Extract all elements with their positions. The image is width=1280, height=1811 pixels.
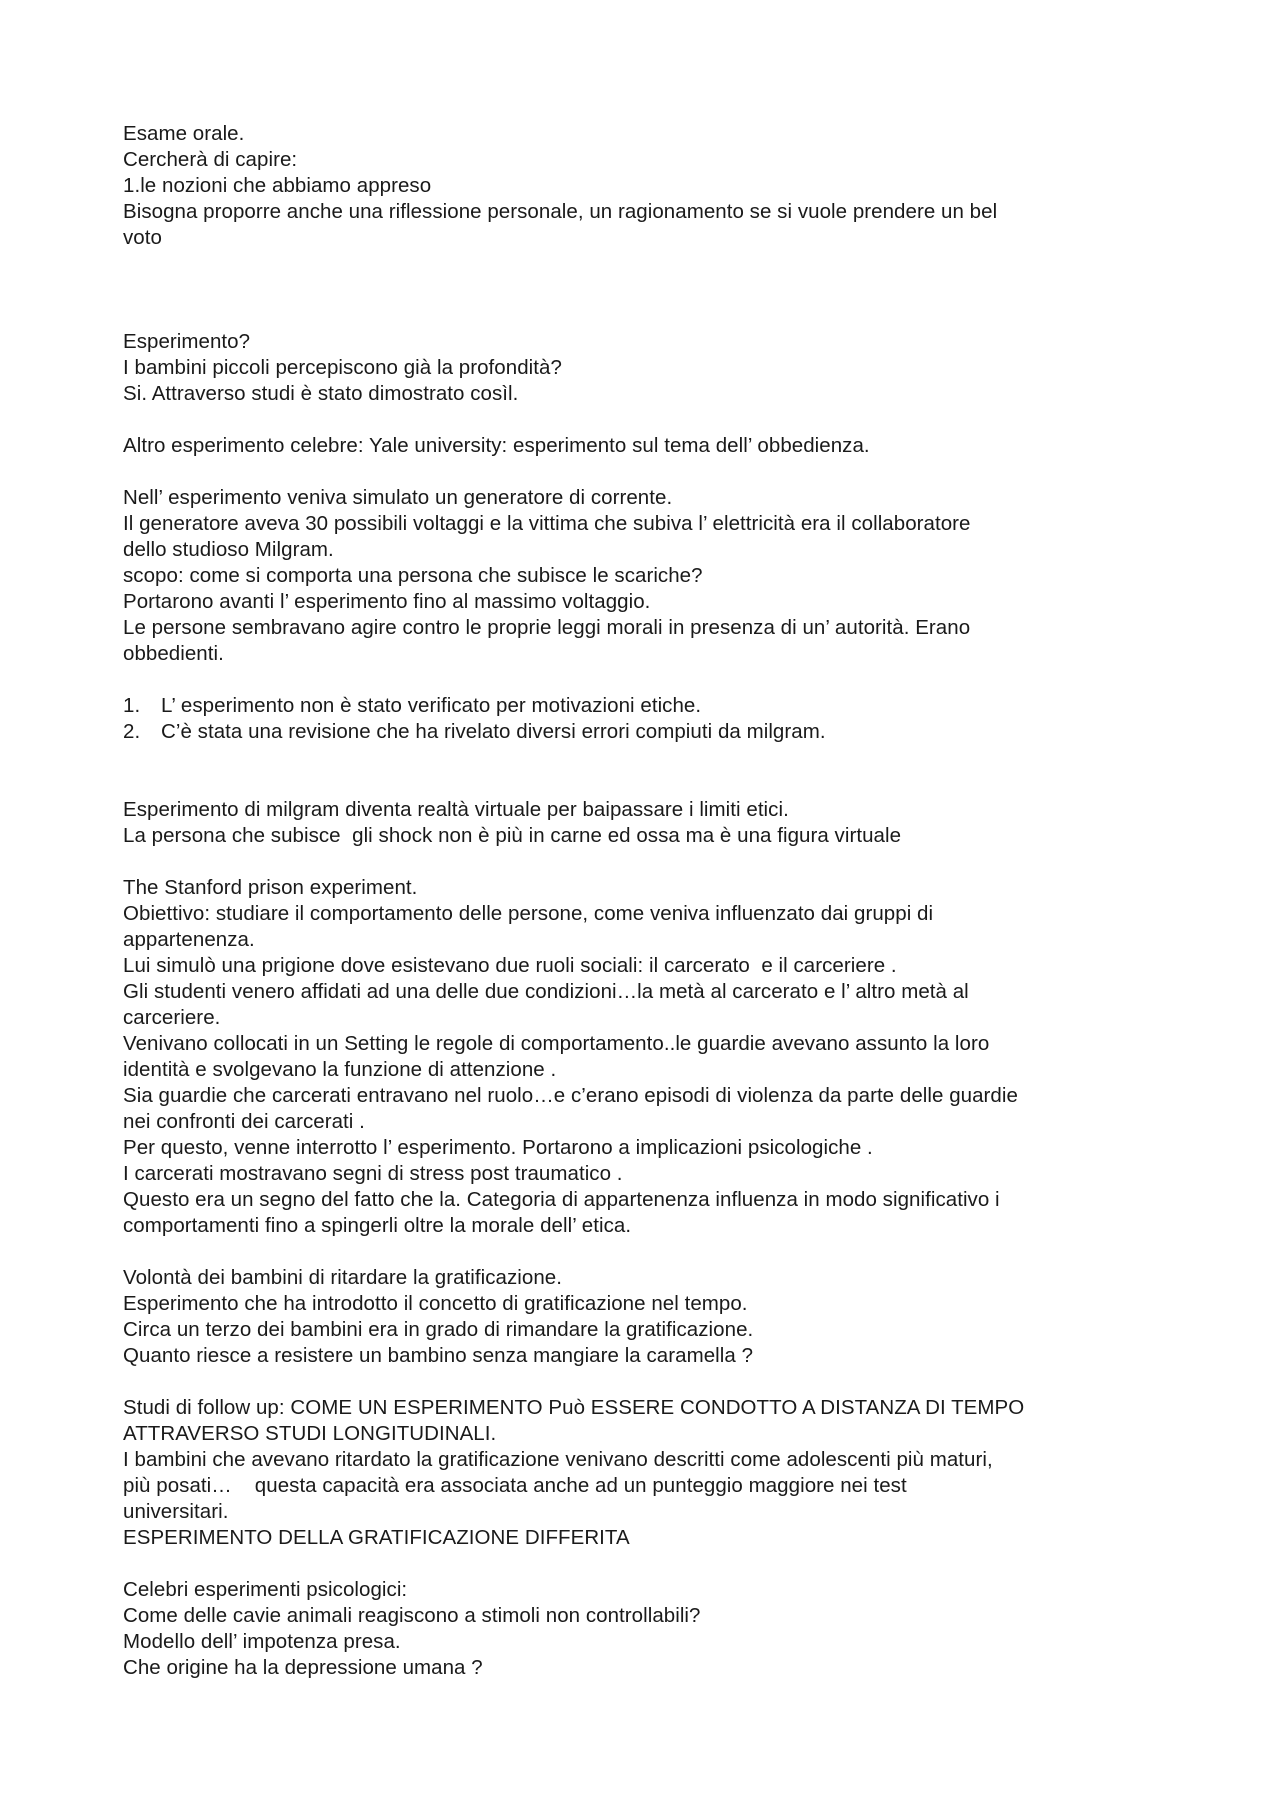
text-line: Come delle cavie animali reagiscono a stimoli non controllabili?	[123, 1604, 701, 1627]
spacer	[123, 251, 1183, 303]
text-line: dello studioso Milgram.	[123, 538, 334, 561]
text-line: Le persone sembravano agire contro le proprie leggi morali in presenza di un’ autorità. Erano	[123, 616, 971, 639]
spacer	[123, 1239, 1183, 1265]
text-line: Gli studenti venero affidati ad una delle due condizioni…la metà al carcerato e l’ altro metà al	[123, 980, 969, 1003]
paragraph-gratification	[123, 1265, 1183, 1369]
text-line: Quanto riesce a resistere un bambino senza mangiare la caramella ?	[123, 1344, 754, 1367]
text-line: comportamenti fino a spingerli oltre la morale dell’ etica.	[123, 1214, 632, 1237]
text-line: I bambini che avevano ritardato la gratificazione venivano descritti come adolescenti più maturi,	[123, 1448, 993, 1471]
spacer	[123, 1551, 1183, 1577]
text-line: Portarono avanti l’ esperimento fino al massimo voltaggio.	[123, 590, 651, 613]
text-line: nei confronti dei carcerati .	[123, 1110, 365, 1133]
text-line: Volontà dei bambini di ritardare la gratificazione.	[123, 1266, 562, 1289]
text-line: Venivano collocati in un Setting le regole di comportamento..le guardie avevano assunto la loro	[123, 1032, 990, 1055]
paragraph-virtual-reality	[123, 797, 1183, 849]
text-line: 1.le nozioni che abbiamo appreso	[123, 174, 432, 197]
text-line: Il generatore aveva 30 possibili voltaggi e la vittima che subiva l’ elettricità era il collaboratore	[123, 512, 971, 535]
text-line: Per questo, venne interrotto l’ esperimento. Portarono a implicazioni psicologiche .	[123, 1136, 873, 1159]
text-line: Si. Attraverso studi è stato dimostrato cosìl.	[123, 382, 519, 405]
text-line: obbedienti.	[123, 642, 224, 665]
list-item	[123, 719, 1183, 745]
paragraph-depth-perception	[123, 329, 1183, 407]
spacer	[123, 667, 1183, 693]
spacer	[123, 459, 1183, 485]
text-line: La persona che subisce gli shock non è più in carne ed ossa ma è una figura virtuale	[123, 824, 902, 847]
paragraph-exam-intro	[123, 121, 1183, 251]
text-line: Modello dell’ impotenza presa.	[123, 1630, 401, 1653]
text-line: Bisogna proporre anche una riflessione personale, un ragionamento se si vuole prendere un bel	[123, 200, 998, 223]
text-line: Celebri esperimenti psicologici:	[123, 1578, 408, 1601]
spacer	[123, 303, 1183, 329]
text-line: The Stanford prison experiment.	[123, 876, 418, 899]
text-line: appartenenza.	[123, 928, 255, 951]
text-line: Circa un terzo dei bambini era in grado di rimandare la gratificazione.	[123, 1318, 754, 1341]
text-line: I bambini piccoli percepiscono già la profondità?	[123, 356, 562, 379]
text-line: ESPERIMENTO DELLA GRATIFICAZIONE DIFFERITA	[123, 1526, 630, 1549]
text-line: Esame orale.	[123, 122, 245, 145]
spacer	[123, 1369, 1183, 1395]
text-line: I carcerati mostravano segni di stress post traumatico .	[123, 1162, 623, 1185]
text-line: Cercherà di capire:	[123, 148, 298, 171]
text-line: Nell’ esperimento veniva simulato un generatore di corrente.	[123, 486, 673, 509]
paragraph-stanford-prison	[123, 875, 1183, 1239]
list-number: 1.	[123, 694, 141, 717]
text-line: Esperimento di milgram diventa realtà virtuale per baipassare i limiti etici.	[123, 798, 789, 821]
text-line: Questo era un segno del fatto che la. Categoria di appartenenza influenza in modo significativo i	[123, 1188, 1000, 1211]
list-item	[123, 693, 1183, 719]
spacer	[123, 407, 1183, 433]
text-line: ATTRAVERSO STUDI LONGITUDINALI.	[123, 1422, 497, 1445]
text-line: più posati… questa capacità era associata anche ad un punteggio maggiore nei test	[123, 1474, 907, 1497]
text-line: identità e svolgevano la funzione di attenzione .	[123, 1058, 557, 1081]
paragraph-yale-experiment	[123, 433, 1183, 459]
paragraph-famous-experiments	[123, 1577, 1183, 1681]
spacer	[123, 849, 1183, 875]
text-line: carceriere.	[123, 1006, 221, 1029]
paragraph-follow-up	[123, 1395, 1183, 1551]
text-line: Esperimento che ha introdotto il concetto di gratificazione nel tempo.	[123, 1292, 748, 1315]
text-line: Altro esperimento celebre: Yale university: esperimento sul tema dell’ obbedienza.	[123, 434, 870, 457]
text-line: Obiettivo: studiare il comportamento delle persone, come veniva influenzato dai gruppi di	[123, 902, 934, 925]
list-number: 2.	[123, 720, 141, 743]
text-line: Sia guardie che carcerati entravano nel ruolo…e c’erano episodi di violenza da parte delle guardie	[123, 1084, 1018, 1107]
text-line: voto	[123, 226, 162, 249]
text-line: scopo: come si comporta una persona che subisce le scariche?	[123, 564, 703, 587]
list-item-text: C’è stata una revisione che ha rivelato diversi errori compiuti da milgram.	[161, 720, 826, 743]
document-page	[123, 121, 1183, 1681]
text-line: universitari.	[123, 1500, 229, 1523]
text-line: Esperimento?	[123, 330, 251, 353]
spacer	[123, 745, 1183, 797]
text-line: Che origine ha la depressione umana ?	[123, 1656, 483, 1679]
list-item-text: L’ esperimento non è stato verificato per motivazioni etiche.	[161, 694, 702, 717]
text-line: Studi di follow up: COME UN ESPERIMENTO Può ESSERE CONDOTTO A DISTANZA DI TEMPO	[123, 1396, 1025, 1419]
text-line: Lui simulò una prigione dove esistevano due ruoli sociali: il carcerato e il carceriere .	[123, 954, 897, 977]
numbered-list	[123, 693, 1183, 745]
paragraph-milgram-generator	[123, 485, 1183, 667]
